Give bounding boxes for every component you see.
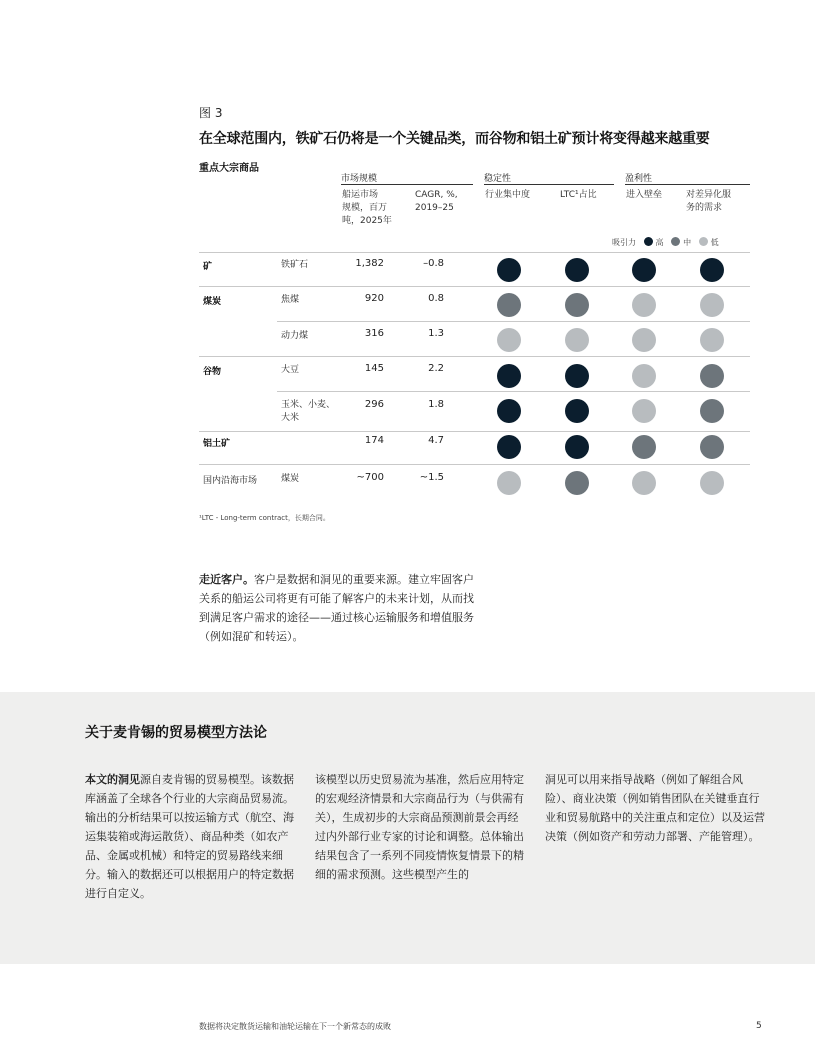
rating-dot-entry-barrier-low [632,364,656,388]
legend-low-dot [699,237,708,246]
rating-dot-differentiation-mid [700,364,724,388]
row-item: 动力煤 [281,331,309,341]
row-divider [199,431,750,432]
group-market-size: 市场规模 [341,174,378,184]
rating-dot-concentration-high [497,364,521,388]
row-category: 国内沿海市场 [203,476,258,486]
legend-label: 吸引力 [612,238,636,247]
row-category: 煤炭 [203,297,222,307]
rating-dot-ltc-share-high [565,399,589,423]
row-divider [199,286,750,287]
row-divider [277,391,750,392]
rating-dot-concentration-high [497,399,521,423]
legend-mid-label: 中 [683,238,692,247]
row-divider [199,464,750,465]
row-item: 玉米、小麦、 大米 [281,400,336,423]
row-market-size: 316 [364,328,384,339]
rating-dot-differentiation-low [700,328,724,352]
row-market-size: ~700 [356,472,384,483]
methodology-title: 关于麦肯锡的贸易模型方法论 [85,725,267,741]
rating-dot-differentiation-mid [700,399,724,423]
row-divider [199,356,750,357]
group-profitability-rule [625,184,750,185]
methodology-column-1: 本文的洞见源自麦肯锡的贸易模型。该数据库涵盖了全球各个行业的大宗商品贸易流。输出的分析结果可以按运输方式（航空、海运集装箱或海运散货）、商品种类（如农产品、金属或机械）和特定的贸易路线来细分。输入的数据还可以根据用户的特定数据进行自定义。 [85,773,294,900]
rating-dot-concentration-mid [497,293,521,317]
rating-dot-ltc-share-high [565,364,589,388]
methodology-column-2: 该模型以历史贸易流为基准，然后应用特定的宏观经济情景和大宗商品行为（与供需有关），生成初步的大宗商品预测前景会再经过内外部行业专家的讨论和调整。总体输出结果包含了一系列不同疫情恢复情景下的精细的需求预测。这些模型产生的 [315,773,524,881]
body-text: 客户是数据和洞见的重要来源。建立牢固客户关系的船运公司将更有可能了解客户的未来计划，从而找到满足客户需求的途径——通过核心运输服务和增值服务（例如混矿和转运）。 [199,573,474,643]
row-item: 大豆 [281,365,300,375]
rating-dot-concentration-high [497,435,521,459]
row-market-size: 920 [364,293,384,304]
group-stability-rule [484,184,614,185]
group-profitability: 盈利性 [625,174,653,184]
row-market-size: 1,382 [355,258,384,269]
rating-dot-ltc-share-low [565,328,589,352]
row-market-size: 174 [364,435,384,446]
row-market-size: 145 [364,363,384,374]
rating-dot-differentiation-mid [700,435,724,459]
rating-dot-entry-barrier-low [632,328,656,352]
col-concentration: 行业集中度 [485,190,531,200]
col-entry-barrier: 进入壁垒 [626,190,663,200]
figure-label: 图 3 [199,106,223,120]
row-divider [277,321,750,322]
row-divider [199,252,750,253]
rating-dot-entry-barrier-mid [632,435,656,459]
row-item: 铁矿石 [281,260,309,270]
table-title: 重点大宗商品 [199,163,259,174]
row-item: 煤炭 [281,474,300,484]
row-category: 铝土矿 [203,439,231,449]
row-category: 谷物 [203,367,222,377]
row-cagr: 4.7 [428,435,444,446]
legend-mid-dot [671,237,680,246]
rating-dot-ltc-share-high [565,258,589,282]
rating-dot-ltc-share-mid [565,293,589,317]
row-category: 矿 [203,262,213,272]
row-market-size: 296 [364,399,384,410]
rating-dot-differentiation-high [700,258,724,282]
page-number: 5 [756,1021,762,1031]
col-market-size: 船运市场 规模，百万 吨，2025年 [342,190,392,226]
rating-dot-differentiation-low [700,293,724,317]
rating-dot-concentration-low [497,471,521,495]
rating-dot-ltc-share-high [565,435,589,459]
legend-low-label: 低 [710,238,719,247]
rating-dot-entry-barrier-low [632,399,656,423]
footnote: ¹LTC - Long-term contract，长期合同。 [199,514,330,522]
row-cagr: 1.3 [428,328,444,339]
row-item: 焦煤 [281,295,300,305]
col-differentiation: 对差异化服 务的需求 [686,190,732,213]
rating-dot-entry-barrier-high [632,258,656,282]
body-lead: 走近客户。 [199,573,254,586]
rating-dot-entry-barrier-low [632,471,656,495]
rating-dot-differentiation-low [700,471,724,495]
rating-dot-entry-barrier-low [632,293,656,317]
figure-title: 在全球范围内，铁矿石仍将是一个关键品类，而谷物和铝土矿预计将变得越来越重要 [199,131,710,147]
row-cagr: 2.2 [428,363,444,374]
rating-dot-ltc-share-mid [565,471,589,495]
col-cagr: CAGR, %, 2019–25 [415,190,458,213]
running-footer: 数据将决定散货运输和油轮运输在下一个新常态的成败 [199,1022,391,1031]
body-paragraph [199,570,479,646]
rating-dot-concentration-high [497,258,521,282]
col-ltc-share: LTC¹占比 [560,190,597,200]
group-stability: 稳定性 [484,174,512,184]
legend-high-dot [644,237,653,246]
rating-dot-concentration-low [497,328,521,352]
row-cagr: –0.8 [423,258,444,269]
legend-high-label: 高 [655,238,664,247]
row-cagr: 1.8 [428,399,444,410]
methodology-column-3: 洞见可以用来指导战略（例如了解组合风险）、商业决策（例如销售团队在关键垂直行业和贸易航路中的关注重点和定位）以及运营决策（例如资产和劳动力部署、产能管理）。 [545,773,765,843]
attractiveness-legend [612,237,719,248]
row-cagr: ~1.5 [419,472,444,483]
group-market-size-rule [341,184,473,185]
row-cagr: 0.8 [428,293,444,304]
